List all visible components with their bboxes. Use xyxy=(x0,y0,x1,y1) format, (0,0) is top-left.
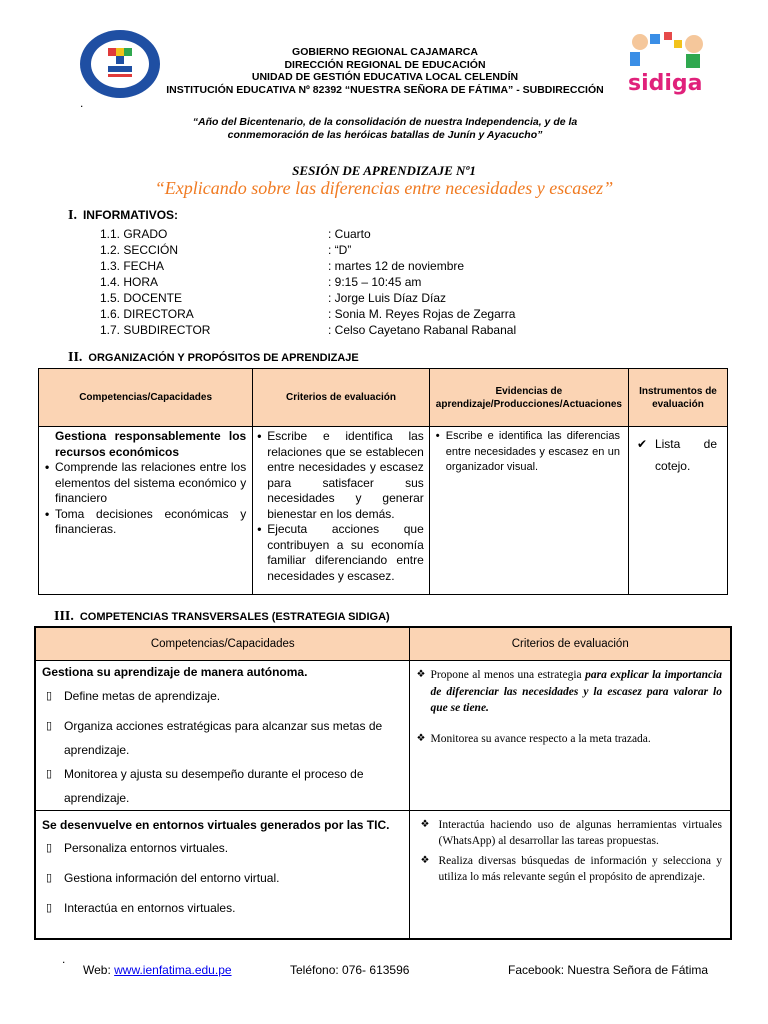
competence-title: Gestiona responsablemente los recursos económicos xyxy=(55,429,247,459)
evidence-cell xyxy=(429,427,628,595)
info-label: 1.5. DOCENTE xyxy=(100,291,183,305)
stray-dot: . xyxy=(80,96,84,110)
info-value: : Sonia M. Reyes Rojas de Zegarra xyxy=(328,307,516,321)
criteria-text: Monitorea su avance respecto a la meta trazada. xyxy=(430,732,651,745)
footer-web xyxy=(83,963,232,977)
capacity-item xyxy=(42,836,403,860)
box-bullet-icon: ▯ xyxy=(46,902,53,914)
info-label: 1.7. SUBDIRECTOR xyxy=(100,323,211,337)
capacity-item xyxy=(42,714,403,762)
evidence-item: • Escribe e identifica las diferencias entre necesidades y escasez en un organizador visual. xyxy=(436,429,620,476)
footer-facebook: Facebook: Nuestra Señora de Fátima xyxy=(508,963,709,977)
capacity-item xyxy=(42,762,403,810)
section-number: I. xyxy=(68,208,77,223)
info-label: 1.6. DIRECTORA xyxy=(100,307,194,321)
criteria-item: • Ejecuta acciones que contribuyen a su economía familiar diferenciando entre necesidades y escasez. xyxy=(257,522,424,584)
header-line: UNIDAD DE GESTIÓN EDUCATIVA LOCAL CELENDÍN xyxy=(251,71,519,83)
competence-title: Se desenvuelve en entornos virtuales generados por las TIC. xyxy=(42,818,390,832)
info-value: : Cuarto xyxy=(328,227,371,241)
section-number: II. xyxy=(68,350,83,365)
table-header: Criterios de evaluación xyxy=(253,369,430,427)
criteria-text: Propone al menos una estrategia xyxy=(430,669,582,681)
footer-phone: Teléfono: 076- 613596 xyxy=(290,963,410,977)
criteria-text: Interactúa haciendo uso de algunas herramientas virtuales (WhatsApp) al desarrollar las tareas propuestas. xyxy=(438,819,722,847)
criteria-text: Realiza diversas búsquedas de información y selecciona y utiliza lo más relevante según el propósito de aprendizaje. xyxy=(438,855,722,883)
criteria-emphasis: para explicar la importancia de diferenciar las necesidades y la escasez para valorar lo que se tiene. xyxy=(430,669,723,714)
section-number: III. xyxy=(54,609,74,624)
diamond-bullet-icon: ❖ xyxy=(416,732,426,744)
criteria-item: • Escribe e identifica las relaciones que se establecen entre necesidades y escasez para satisfacer sus necesidades y generar bienestar en los demás. xyxy=(257,429,424,522)
table-header: Criterios de evaluación xyxy=(410,627,731,661)
header-line: DIRECCIÓN REGIONAL DE EDUCACIÓN xyxy=(284,58,486,71)
section-title: ORGANIZACIÓN Y PROPÓSITOS DE APRENDIZAJE xyxy=(88,352,359,364)
competence-item: • Comprende las relaciones entre los elementos del sistema económico y financiero xyxy=(45,460,246,507)
info-value: : Celso Cayetano Rabanal Rabanal xyxy=(328,323,517,337)
capacity-item xyxy=(42,684,403,708)
stray-dot: . xyxy=(62,952,66,966)
box-bullet-icon: ▯ xyxy=(46,872,53,884)
learning-purposes-table xyxy=(38,368,728,595)
footer-web-label: Web: xyxy=(83,963,111,977)
criteria-item xyxy=(416,731,722,748)
motto-line: “Año del Bicentenario, de la consolidación de nuestra Independencia, y de la xyxy=(192,116,578,128)
section-title: INFORMATIVOS: xyxy=(82,208,179,222)
table-header: Competencias/Capacidades xyxy=(35,627,410,661)
instrument-text: Lista de cotejo. xyxy=(654,437,717,473)
capacity-item xyxy=(42,896,403,920)
competence-item: • Toma decisiones económicas y financieras. xyxy=(45,507,246,538)
capacity-item xyxy=(42,866,403,890)
institution-header xyxy=(150,46,620,96)
section-transversales-heading xyxy=(54,609,390,625)
competence-cell xyxy=(39,427,253,595)
section-organizacion-heading xyxy=(68,350,359,366)
section-informativos-heading xyxy=(68,208,178,224)
table-header: Instrumentos de evaluación xyxy=(628,369,727,427)
header-line: INSTITUCIÓN EDUCATIVA Nº 82392 “NUESTRA SEÑORA DE FÁTIMA” - SUBDIRECCIÓN xyxy=(166,83,604,96)
info-label: 1.4. HORA xyxy=(100,275,159,289)
capacity-text: Monitorea y ajusta su desempeño durante el proceso de aprendizaje. xyxy=(64,767,364,805)
table-header: Competencias/Capacidades xyxy=(39,369,253,427)
website-link[interactable]: www.ienfatima.edu.pe xyxy=(114,963,232,977)
capacity-text: Interactúa en entornos virtuales. xyxy=(64,901,236,915)
info-label: 1.3. FECHA xyxy=(100,259,165,273)
transversal-competences-table xyxy=(34,626,732,940)
diamond-bullet-icon: ❖ xyxy=(420,855,430,866)
capacity-text: Define metas de aprendizaje. xyxy=(64,689,221,703)
info-value: : 9:15 – 10:45 am xyxy=(328,275,422,289)
criteria-cell xyxy=(410,811,731,939)
info-label: 1.2. SECCIÓN xyxy=(100,243,179,257)
criteria-item xyxy=(420,817,722,849)
info-value: : Jorge Luis Díaz Díaz xyxy=(328,291,447,305)
box-bullet-icon: ▯ xyxy=(46,842,53,854)
instrument-item xyxy=(636,433,717,477)
competence-title: Gestiona su aprendizaje de manera autónoma. xyxy=(42,665,308,679)
criteria-item xyxy=(416,667,722,717)
session-title: SESIÓN DE APRENDIZAJE Nº1 xyxy=(292,163,476,178)
motto-line: conmemoración de las heróicas batallas de Junín y Ayacucho” xyxy=(227,129,543,141)
info-label: 1.1. GRADO xyxy=(100,227,168,241)
info-value: : “D” xyxy=(328,243,352,257)
box-bullet-icon: ▯ xyxy=(46,720,53,732)
capacity-text: Personaliza entornos virtuales. xyxy=(64,841,229,855)
competence-cell xyxy=(35,811,410,939)
diamond-bullet-icon: ❖ xyxy=(420,819,430,830)
box-bullet-icon: ▯ xyxy=(46,768,53,780)
sidiga-logo-text: sidiga xyxy=(628,71,703,96)
session-subtitle: “Explicando sobre las diferencias entre necesidades y escasez” xyxy=(154,178,614,198)
capacity-text: Organiza acciones estratégicas para alcanzar sus metas de aprendizaje. xyxy=(64,719,383,757)
header-line: GOBIERNO REGIONAL CAJAMARCA xyxy=(292,46,478,58)
info-value: : martes 12 de noviembre xyxy=(328,259,465,273)
capacity-text: Gestiona información del entorno virtual. xyxy=(64,871,280,885)
motto xyxy=(130,116,640,142)
section-title: COMPETENCIAS TRANSVERSALES (ESTRATEGIA SIDIGA) xyxy=(79,611,390,623)
box-bullet-icon: ▯ xyxy=(46,690,53,702)
criteria-item xyxy=(420,853,722,885)
instrument-cell xyxy=(628,427,727,595)
criteria-cell xyxy=(253,427,430,595)
table-header: Evidencias de aprendizaje/Producciones/Actuaciones xyxy=(429,369,628,427)
competence-cell xyxy=(35,661,410,811)
check-icon: ✔ xyxy=(636,437,648,451)
diamond-bullet-icon: ❖ xyxy=(416,669,426,680)
criteria-cell xyxy=(410,661,731,811)
